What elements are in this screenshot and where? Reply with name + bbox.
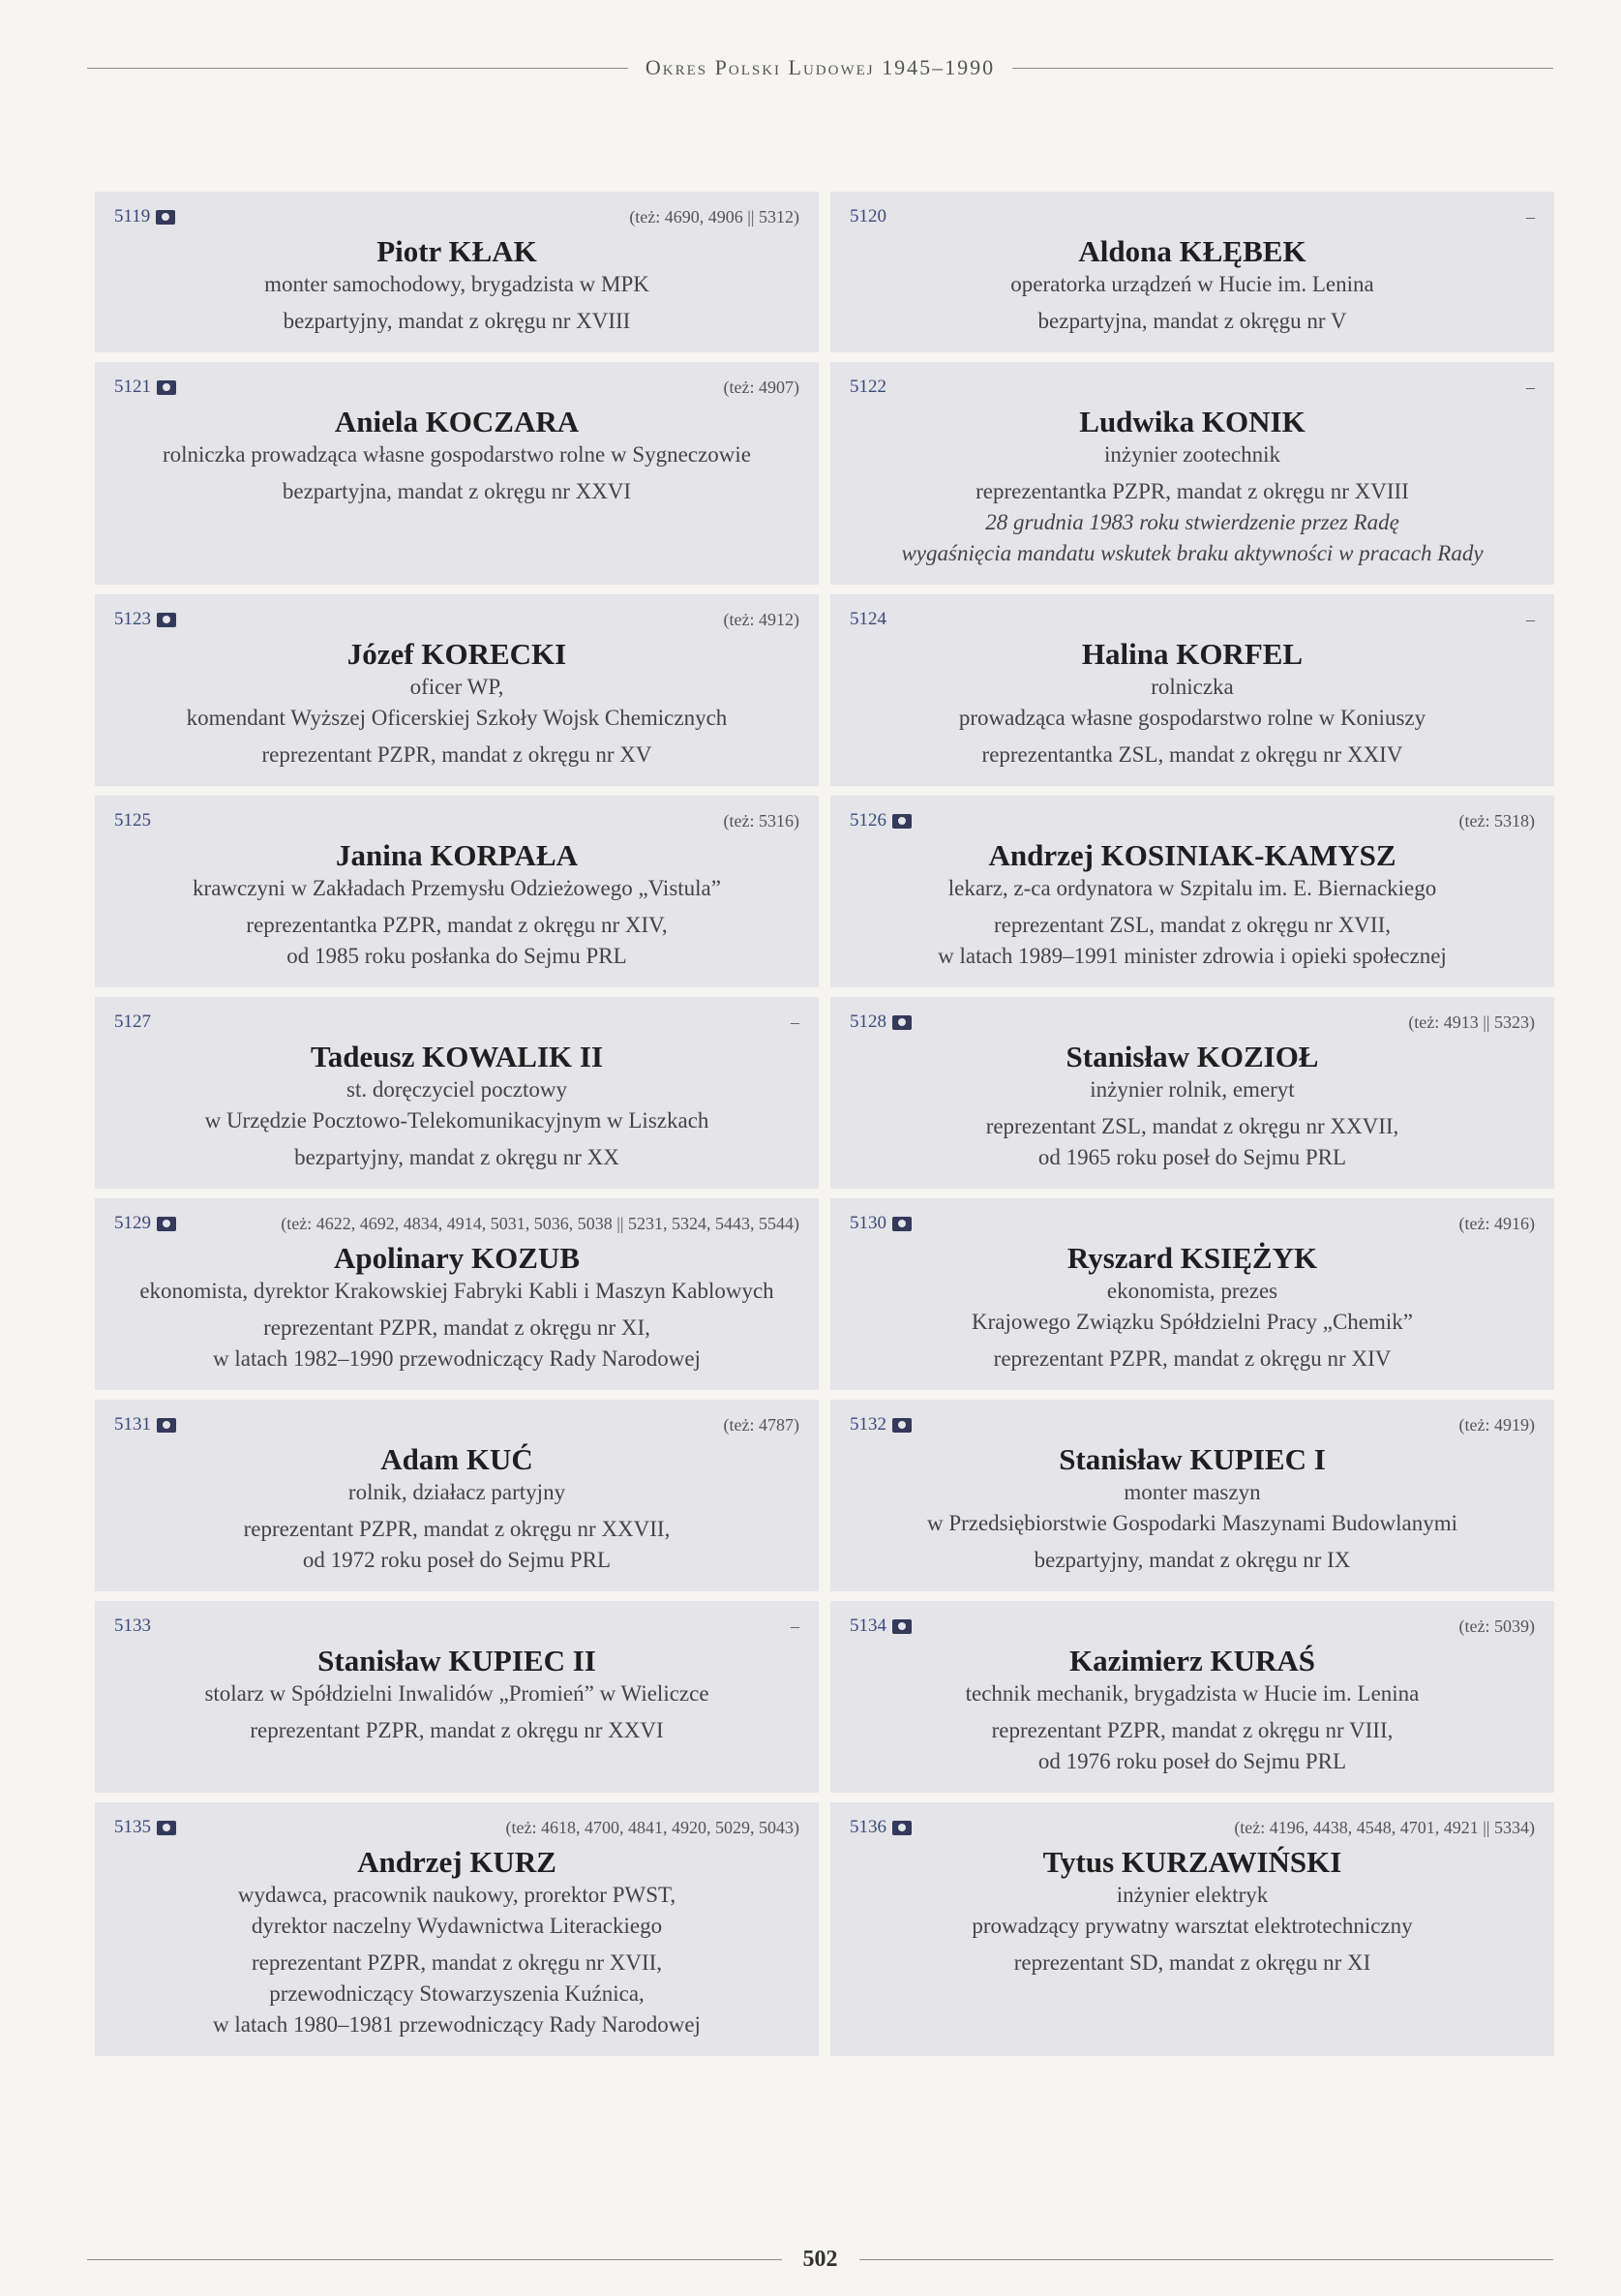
entry-name: Stanisław KOZIOŁ: [1066, 1040, 1319, 1073]
entry-note-line: wygaśnięcia mandatu wskutek braku aktywności w pracach Rady: [901, 541, 1484, 565]
footer-rule-left: [87, 2259, 782, 2260]
entry-occupation-line: ekonomista, dyrektor Krakowskiej Fabryki Kabli i Maszyn Kablowych: [139, 1279, 774, 1303]
entry-card: [830, 1802, 1554, 2056]
entry-number-wrap: [850, 609, 886, 630]
entry-number: 5132: [850, 1414, 886, 1435]
entry-note-line: 28 grudnia 1983 roku stwierdzenie przez Radę: [985, 510, 1399, 534]
entry-cross-reference: (też: 5039): [1458, 1616, 1535, 1636]
camera-icon: [157, 1418, 176, 1433]
entry-number-wrap: [114, 810, 151, 831]
entry-cross-reference: (też: 4912): [723, 609, 799, 629]
entry-occupation-line: rolnik, działacz partyjny: [347, 1480, 566, 1504]
entry-card: [830, 594, 1554, 786]
entry-number-wrap: [850, 1817, 912, 1838]
entry-card: [95, 1198, 819, 1390]
entry-mandate-line: reprezentantka PZPR, mandat z okręgu nr XIV,: [246, 913, 668, 937]
entry-number: 5134: [850, 1616, 886, 1636]
entry-number: 5136: [850, 1817, 886, 1837]
entry-mandate-line: od 1976 roku poseł do Sejmu PRL: [1037, 1749, 1347, 1773]
entry-card: [830, 1198, 1554, 1390]
entries-grid: [95, 192, 1554, 2056]
entry-card: [95, 1400, 819, 1591]
entry-number: 5133: [114, 1616, 151, 1636]
entry-mandate-line: bezpartyjna, mandat z okręgu nr V: [1037, 309, 1347, 333]
entry-number: 5128: [850, 1012, 886, 1032]
entry-occupation-line: w Przedsiębiorstwie Gospodarki Maszynami Budowlanymi: [926, 1511, 1458, 1535]
entry-cross-reference: (też: 4690, 4906 || 5312): [629, 206, 799, 227]
entry-name: Apolinary KOZUB: [333, 1241, 581, 1275]
entry-number: 5125: [114, 810, 151, 831]
entry-header: [850, 1816, 1535, 1839]
entry-header: [114, 1011, 799, 1034]
entry-mandate-line: reprezentant PZPR, mandat z okręgu nr XI,: [263, 1315, 650, 1340]
entry-header: [114, 1212, 799, 1235]
entry-header: [850, 1413, 1535, 1436]
entry-name: Józef KORECKI: [346, 637, 567, 671]
entry-header: [850, 809, 1535, 832]
entry-mandate-line: w latach 1980–1981 przewodniczący Rady Narodowej: [213, 2012, 701, 2037]
entry-card: [830, 1601, 1554, 1793]
entry-number: 5119: [114, 206, 151, 227]
entry-cross-reference: (też: 4787): [723, 1414, 799, 1435]
camera-icon: [892, 1418, 912, 1433]
entry-name: Kazimierz KURAŚ: [1069, 1644, 1315, 1677]
header-rule-left: [87, 68, 628, 69]
entry-name: Stanisław KUPIEC I: [1059, 1442, 1326, 1476]
entry-header: [114, 376, 799, 399]
entry-mandate-line: reprezentantka ZSL, mandat z okręgu nr XXIV: [981, 742, 1403, 767]
entry-cross-reference: –: [791, 1012, 799, 1032]
entry-card: [95, 362, 819, 585]
entry-header: [114, 608, 799, 631]
entry-header: [114, 1615, 799, 1638]
entry-header: [850, 1212, 1535, 1235]
entry-mandate-line: od 1985 roku posłanka do Sejmu PRL: [286, 944, 627, 968]
camera-icon: [157, 380, 176, 395]
header-rule-right: [1012, 68, 1553, 69]
entry-number-wrap: [114, 609, 176, 630]
entry-name: Tadeusz KOWALIK II: [310, 1040, 604, 1073]
entry-occupation-line: komendant Wyższej Oficerskiej Szkoły Wojsk Chemicznych: [186, 706, 728, 730]
entry-number: 5126: [850, 810, 886, 831]
entry-name: Ryszard KSIĘŻYK: [1066, 1241, 1318, 1275]
entry-card: [830, 192, 1554, 352]
entry-number-wrap: [850, 1616, 912, 1637]
entry-header: [114, 205, 799, 228]
entry-occupation-line: rolniczka: [1151, 675, 1234, 699]
entry-mandate-line: reprezentant PZPR, mandat z okręgu nr XXVI: [250, 1718, 664, 1742]
entry-number-wrap: [850, 1012, 912, 1033]
entry-mandate-line: reprezentantka PZPR, mandat z okręgu nr XVIII: [976, 479, 1409, 503]
entry-occupation-line: inżynier rolnik, emeryt: [1090, 1077, 1295, 1102]
entry-occupation-line: Krajowego Związku Spółdzielni Pracy „Chemik”: [971, 1310, 1414, 1334]
entry-occupation-line: stolarz w Spółdzielni Inwalidów „Promień” w Wieliczce: [204, 1681, 709, 1706]
entry-number: 5135: [114, 1817, 151, 1837]
entry-number-wrap: [114, 377, 176, 398]
entry-card: [95, 796, 819, 987]
entry-name: Janina KORPAŁA: [335, 838, 579, 872]
entry-number-wrap: [114, 1012, 151, 1033]
entry-occupation-line: wydawca, pracownik naukowy, prorektor PWST,: [237, 1883, 676, 1907]
running-header: [87, 50, 1553, 85]
entry-cross-reference: (też: 4919): [1458, 1414, 1535, 1435]
entry-occupation-line: inżynier zootechnik: [1103, 442, 1280, 467]
entry-number-wrap: [114, 1414, 176, 1435]
entry-mandate-line: bezpartyjna, mandat z okręgu nr XXVI: [282, 479, 632, 503]
entry-occupation-line: monter samochodowy, brygadzista w MPK: [264, 272, 649, 296]
entry-cross-reference: (też: 5318): [1458, 810, 1535, 831]
entry-number: 5131: [114, 1414, 151, 1435]
page-number: 502: [802, 2246, 838, 2272]
entry-cross-reference: (też: 4913 || 5323): [1408, 1012, 1535, 1032]
entry-header: [114, 809, 799, 832]
entry-number-wrap: [114, 1616, 151, 1637]
page-footer: [87, 2242, 1553, 2277]
entry-card: [830, 1400, 1554, 1591]
entry-mandate-line: bezpartyjny, mandat z okręgu nr XX: [294, 1145, 619, 1169]
entry-card: [830, 362, 1554, 585]
entry-number: 5129: [114, 1213, 151, 1233]
entry-mandate-line: od 1965 roku poseł do Sejmu PRL: [1037, 1145, 1347, 1169]
entry-number: 5127: [114, 1012, 151, 1032]
entry-card: [95, 1601, 819, 1793]
footer-rule-right: [859, 2259, 1554, 2260]
camera-icon: [156, 210, 175, 225]
entry-name: Ludwika KONIK: [1079, 405, 1306, 438]
entry-occupation-line: dyrektor naczelny Wydawnictwa Literackiego: [251, 1914, 663, 1938]
entry-occupation-line: ekonomista, prezes: [1106, 1279, 1278, 1303]
entry-number: 5120: [850, 206, 886, 227]
entry-name: Adam KUĆ: [380, 1442, 533, 1476]
entry-occupation-line: operatorka urządzeń w Hucie im. Lenina: [1010, 272, 1374, 296]
entry-number-wrap: [114, 206, 175, 227]
entry-mandate-line: reprezentant PZPR, mandat z okręgu nr XIV: [993, 1346, 1392, 1371]
entry-header: [850, 608, 1535, 631]
entry-occupation-line: lekarz, z-ca ordynatora w Szpitalu im. E. Biernackiego: [947, 876, 1437, 900]
entry-number: 5130: [850, 1213, 886, 1233]
entry-mandate-line: od 1972 roku poseł do Sejmu PRL: [302, 1548, 612, 1572]
entry-occupation-line: prowadzący prywatny warsztat elektrotechniczny: [972, 1914, 1413, 1938]
entry-cross-reference: –: [1526, 206, 1535, 227]
entry-number: 5122: [850, 377, 886, 397]
entry-number-wrap: [850, 206, 886, 227]
entry-number: 5123: [114, 609, 151, 629]
entry-name: Aldona KŁĘBEK: [1078, 234, 1306, 268]
entry-cross-reference: (też: 4196, 4438, 4548, 4701, 4921 || 5334): [1234, 1817, 1535, 1837]
camera-icon: [892, 814, 912, 829]
entry-card: [830, 796, 1554, 987]
camera-icon: [157, 1217, 176, 1231]
entry-name: Tytus KURZAWIŃSKI: [1042, 1845, 1342, 1879]
entry-mandate-line: reprezentant PZPR, mandat z okręgu nr VIII,: [991, 1718, 1394, 1742]
entry-occupation-line: oficer WP,: [409, 675, 504, 699]
entry-mandate-line: bezpartyjny, mandat z okręgu nr XVIII: [283, 309, 631, 333]
entry-card: [95, 192, 819, 352]
entry-cross-reference: (też: 4618, 4700, 4841, 4920, 5029, 5043): [505, 1817, 799, 1837]
entry-occupation-line: monter maszyn: [1124, 1480, 1261, 1504]
entry-mandate-line: w latach 1989–1991 minister zdrowia i opieki społecznej: [938, 944, 1447, 968]
entry-mandate-line: reprezentant PZPR, mandat z okręgu nr XVII,: [251, 1950, 663, 1975]
entry-mandate-line: bezpartyjny, mandat z okręgu nr IX: [1034, 1548, 1351, 1572]
entry-header: [850, 1011, 1535, 1034]
entry-number-wrap: [850, 1414, 912, 1435]
camera-icon: [892, 1821, 912, 1835]
entry-mandate-line: reprezentant PZPR, mandat z okręgu nr XXVII,: [243, 1517, 671, 1541]
running-header-title: Okres Polski Ludowej 1945–1990: [645, 55, 996, 79]
entry-number-wrap: [850, 1213, 912, 1234]
entry-name: Andrzej KURZ: [357, 1845, 556, 1879]
entry-mandate-line: przewodniczący Stowarzyszenia Kuźnica,: [269, 1981, 645, 2006]
entry-number-wrap: [850, 377, 886, 398]
entry-cross-reference: (też: 4907): [723, 377, 799, 397]
entry-cross-reference: (też: 4916): [1458, 1213, 1535, 1233]
entry-occupation-line: inżynier elektryk: [1116, 1883, 1269, 1907]
entry-card: [95, 997, 819, 1189]
camera-icon: [892, 1217, 912, 1231]
entry-card: [95, 594, 819, 786]
entry-header: [114, 1413, 799, 1436]
entry-mandate-line: reprezentant SD, mandat z okręgu nr XI: [1013, 1950, 1371, 1975]
entry-name: Stanisław KUPIEC II: [317, 1644, 596, 1677]
entry-mandate-line: reprezentant ZSL, mandat z okręgu nr XXVII,: [985, 1114, 1399, 1138]
entry-number: 5124: [850, 609, 886, 629]
entry-number: 5121: [114, 377, 151, 397]
entry-header: [114, 1816, 799, 1839]
camera-icon: [157, 1821, 176, 1835]
entry-card: [830, 997, 1554, 1189]
entry-cross-reference: –: [1526, 609, 1535, 629]
entry-header: [850, 376, 1535, 399]
entry-occupation-line: st. doręczyciel pocztowy: [346, 1077, 567, 1102]
entry-number-wrap: [114, 1817, 176, 1838]
entry-card: [95, 1802, 819, 2056]
entry-mandate-line: reprezentant PZPR, mandat z okręgu nr XV: [261, 742, 652, 767]
entry-cross-reference: (też: 4622, 4692, 4834, 4914, 5031, 5036, 5038 || 5231, 5324, 5443, 5544): [281, 1213, 799, 1233]
entry-header: [850, 205, 1535, 228]
entry-name: Andrzej KOSINIAK-KAMYSZ: [988, 838, 1396, 872]
entry-name: Aniela KOCZARA: [334, 405, 580, 438]
entry-mandate-line: w latach 1982–1990 przewodniczący Rady Narodowej: [213, 1346, 701, 1371]
entry-mandate-line: reprezentant ZSL, mandat z okręgu nr XVII,: [993, 913, 1391, 937]
entry-occupation-line: w Urzędzie Pocztowo-Telekomunikacyjnym w Liszkach: [204, 1108, 709, 1133]
entry-number-wrap: [114, 1213, 176, 1234]
entry-name: Piotr KŁAK: [376, 234, 537, 268]
camera-icon: [892, 1619, 912, 1634]
camera-icon: [157, 613, 176, 627]
entry-occupation-line: krawczyni w Zakładach Przemysłu Odzieżowego „Vistula”: [193, 876, 721, 900]
entry-cross-reference: –: [791, 1616, 799, 1636]
camera-icon: [892, 1015, 912, 1030]
entry-occupation-line: rolniczka prowadząca własne gospodarstwo rolne w Sygneczowie: [162, 442, 751, 467]
entry-number-wrap: [850, 810, 912, 831]
entry-occupation-line: prowadząca własne gospodarstwo rolne w Koniuszy: [958, 706, 1426, 730]
entry-cross-reference: (też: 5316): [723, 810, 799, 831]
entry-occupation-line: technik mechanik, brygadzista w Hucie im. Lenina: [965, 1681, 1420, 1706]
entry-name: Halina KORFEL: [1081, 637, 1304, 671]
entry-cross-reference: –: [1526, 377, 1535, 397]
entry-header: [850, 1615, 1535, 1638]
